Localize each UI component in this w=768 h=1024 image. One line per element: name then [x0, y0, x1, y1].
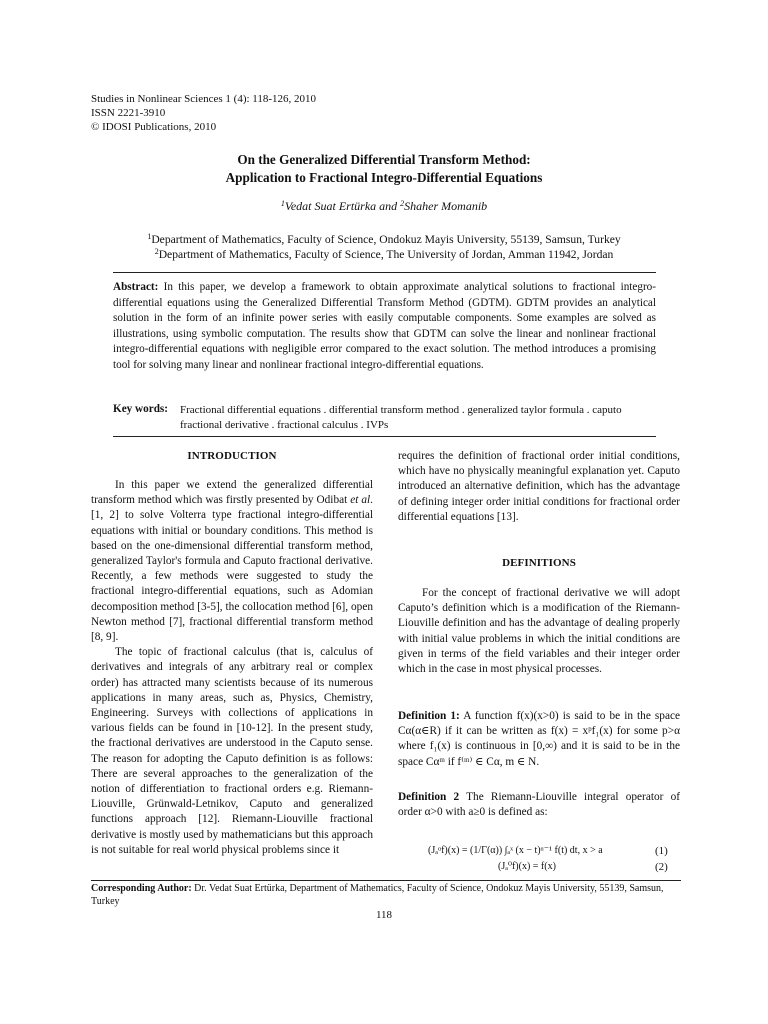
intro-paragraph-2: The topic of fractional calculus (that is, calculus of derivatives and integrals of any arbitrary real or complex order) has attracted many scientists because of its numerous applications in many areas, such as, Physics, Chemistry, Engineering. Surveys with collections of applications in various fields can be found in [10-12]. In the present study, the fractional derivatives are understood in the Caputo sense. The reason for adopting the Caputo definition is as follows: There are several approaches to the generalization of the notion of differentiation to fractional orders e.g. Riemann-Liouville, Grünwald-Letnikov, Caputo and generalized functions approach [12]. Riemann-Liouville fractional derivative is mostly used by mathematicians but this approach is not suitable for real world physical problems since it	[91, 646, 373, 856]
title-line-2: Application to Fractional Integro-Differential Equations	[225, 170, 543, 185]
abstract-label: Abstract:	[113, 281, 159, 293]
affiliation-1-text: Department of Mathematics, Faculty of Science, Ondokuz Mayis University, 55139, Samsun, Turkey	[151, 233, 621, 246]
author-2: Shaher Momanib	[404, 199, 488, 213]
author-2-sup: 2	[400, 199, 405, 208]
abstract	[113, 280, 656, 373]
affiliation-2-sup: 2	[154, 247, 159, 256]
keywords-label: Key words:	[113, 403, 168, 415]
author-1-sup: 1	[280, 199, 285, 208]
intro-p1-a: In this paper we extend the generalized differential transform method which was firstly presented by Odibat	[91, 479, 373, 507]
intro-continuation: requires the definition of fractional order initial conditions, which have no physically meaningful explanation yet. Caputo introduced an alternative definition, which has the advantage of defining integer order initial conditions for fractional order differential equations [13].	[398, 450, 680, 523]
definition-2	[398, 790, 680, 820]
issn: ISSN 2221-3910	[91, 107, 166, 119]
definitions-paragraph	[398, 586, 680, 677]
title-line-1: On the Generalized Differential Transform Method:	[237, 152, 531, 167]
equation-1: (Jₐᵅf)(x) = (1/Γ(α)) ∫ₐˣ (x − t)ᵅ⁻¹ f(t) dt, x > a	[428, 845, 603, 856]
abstract-top-rule	[113, 272, 656, 273]
definitions-heading: DEFINITIONS	[502, 557, 576, 569]
affiliation-1-sup: 1	[147, 232, 152, 241]
affiliation-2	[0, 248, 768, 262]
equation-1-number: (1)	[655, 845, 668, 857]
keywords-text: Fractional differential equations . differential transform method . generalized taylor formula . caputo fractional derivative . fractional calculus . IVPs	[180, 404, 622, 431]
journal-line: Studies in Nonlinear Sciences 1 (4): 118-126, 2010	[91, 93, 317, 105]
equation-2: (Jₐ⁰f)(x) = f(x)	[498, 861, 556, 872]
definition-2-text: The Riemann-Liouville integral operator of order α>0 with a≥0 is defined as:	[398, 791, 680, 819]
affiliation-2-text: Department of Mathematics, Faculty of Science, The University of Jordan, Amman 11942, Jordan	[158, 248, 614, 261]
authors	[0, 199, 768, 213]
definition-1-text: A function f(x)(x>0) is said to be in the space Cα(α∈R) if it can be written as f(x) = xᵖf₁(x) for some p>α where f₁(x) is continuous in [0,∞) and it is said to be in the space Cαᵐ if f⁽ᵐ⁾ ∈ Cα, m ∈ N.	[398, 710, 680, 768]
intro-p1-b: . [1, 2] to solve Volterra type fractional integro-differential equations with initial or boundary conditions. This method is based on the one-dimensional differential transform method, generalized Taylor's formula and Caputo fractional derivative. Recently, a few methods were suggested to study the fractional integro-differential equations, such as Adomian decomposition method [3-5], the collocation method [6], open Newton method [7], fractional differential transform method [8, 9].	[91, 494, 373, 644]
affiliation-1	[0, 233, 768, 247]
intro-paragraph-1	[91, 478, 373, 645]
corresponding-author-label: Corresponding Author:	[91, 883, 192, 894]
page-number: 118	[375, 909, 393, 921]
definition-1	[398, 709, 680, 770]
author-and: and	[376, 199, 401, 213]
copyright: © IDOSI Publications, 2010	[91, 121, 217, 133]
corresponding-author	[91, 882, 681, 908]
right-column-cont	[398, 449, 680, 525]
definitions-text: For the concept of fractional derivative we will adopt Caputo’s definition which is a modification of the Riemann-Liouville definition and has the advantage of dealing properly with initial value problems in which the initial conditions are given in terms of the field variables and their integer order which in the case in most physical processes.	[398, 587, 680, 676]
keywords-bottom-rule	[113, 436, 656, 437]
left-column	[91, 478, 373, 858]
equation-2-number: (2)	[655, 861, 668, 873]
definition-1-label: Definition 1:	[398, 710, 460, 722]
corresponding-author-text: Dr. Vedat Suat Ertürka, Department of Mathematics, Faculty of Science, Ondokuz Mayis University, 55139, Samsun, Turkey	[91, 883, 664, 907]
intro-p1-etal: et al	[350, 494, 371, 507]
definition-2-label: Definition 2	[398, 791, 460, 803]
abstract-text: In this paper, we develop a framework to obtain approximate analytical solutions to fractional integro-differential equations using the Generalized Differential Transform Method (GDTM). GDTM provides an analytical solution in the form of an infinite power series with easily computable components. Some examples are solved as illustrations, using symbolic computation. The results show that GDTM can solve the linear and nonlinear fractional integro-differential equations with negligible error compared to the exact solution. The method introduces a promising tool for solving many linear and nonlinear fractional integro-differential equations.	[113, 281, 656, 371]
introduction-heading: INTRODUCTION	[187, 450, 277, 462]
author-1: Vedat Suat Ertürka	[284, 199, 377, 213]
footer-rule	[91, 880, 681, 881]
